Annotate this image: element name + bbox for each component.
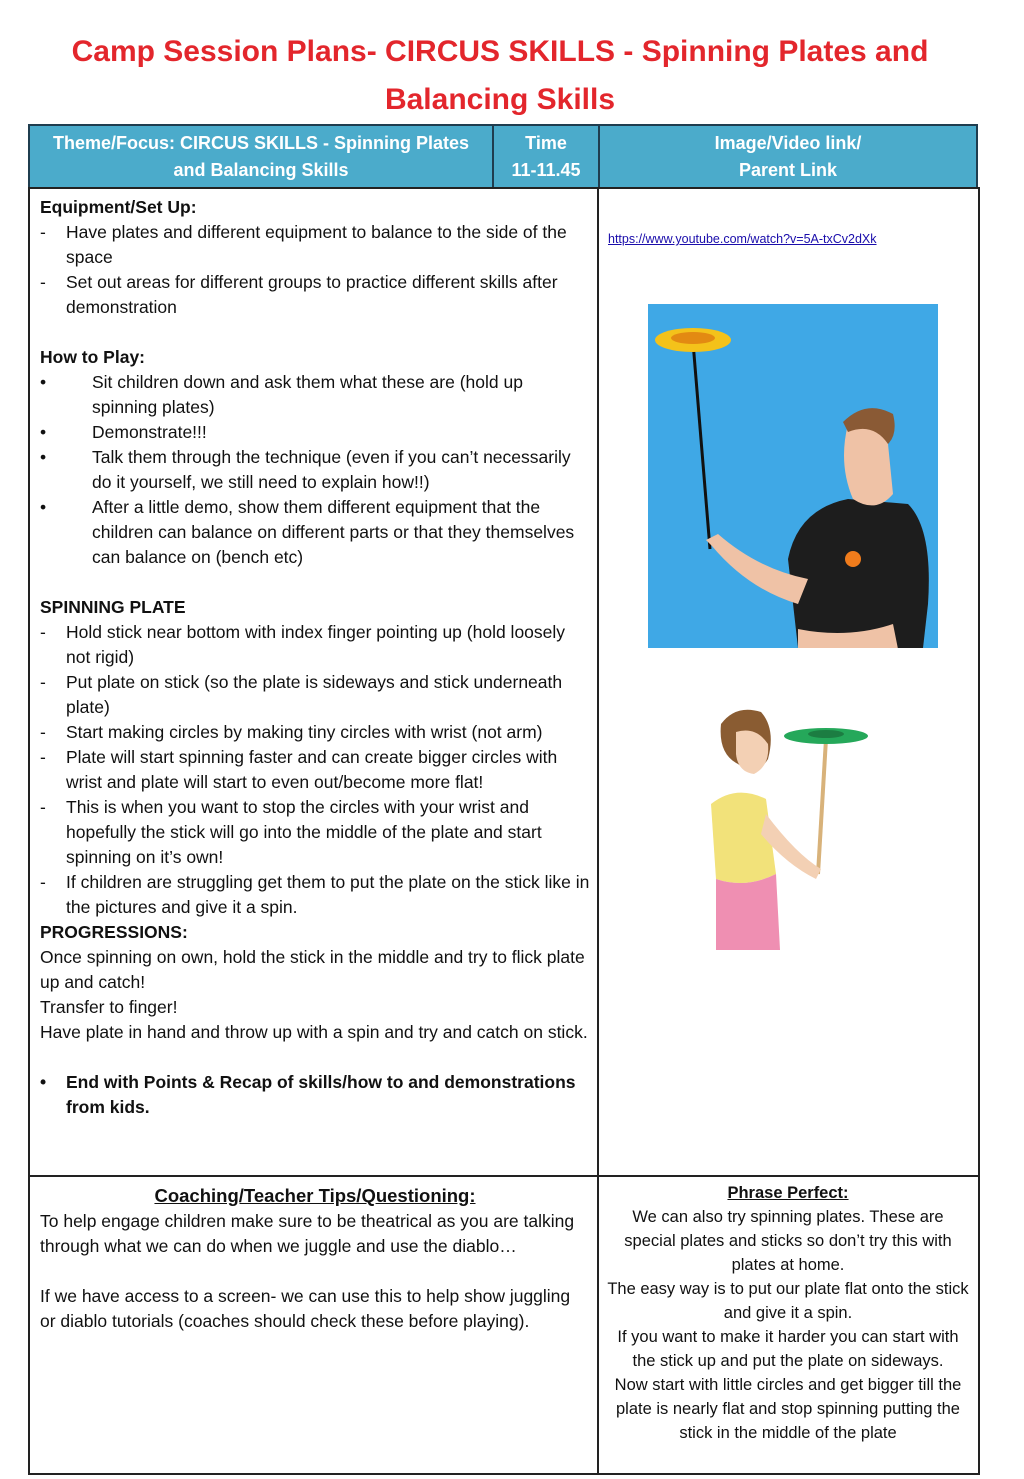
media-header — [600, 126, 976, 187]
phrase-perfect — [606, 1181, 970, 1445]
phrase-paragraph: We can also try spinning plates. These are special plates and sticks so don’t try this with plates at home. — [624, 1208, 952, 1274]
table-header — [28, 124, 978, 189]
progression-text: Have plate in hand and throw up with a spin and try and catch on stick. — [40, 1022, 588, 1042]
spinning-plate-heading: SPINNING PLATE — [40, 597, 186, 617]
list-item: - If children are struggling get them to put the plate on the stick like in the pictures and give it a spin. — [40, 872, 590, 917]
list-item: • Talk them through the technique (even if you can’t necessarily do it yourself, we still need to explain how!!) — [40, 447, 571, 492]
time-header — [494, 126, 598, 187]
progressions-heading: PROGRESSIONS: — [40, 922, 188, 942]
tips-paragraph: To help engage children make sure to be theatrical as you are talking through what we can do when we juggle and use the diablo… — [40, 1211, 575, 1256]
list-item: • Demonstrate!!! — [40, 422, 207, 442]
page-title — [0, 28, 1000, 124]
progression-text: Once spinning on own, hold the stick in the middle and try to flick plate up and catch! — [40, 947, 585, 992]
list-item: - Have plates and different equipment to balance to the side of the space — [40, 222, 567, 267]
coaching-tips — [40, 1183, 590, 1334]
column-divider — [597, 187, 599, 1177]
theme-header-line2: and Balancing Skills — [173, 159, 349, 180]
progression-text: Transfer to finger! — [40, 997, 178, 1017]
list-item: - This is when you want to stop the circles with your wrist and hopefully the stick will go into the middle of the plate and start spinning on it’s own! — [40, 797, 542, 867]
column-divider — [597, 1175, 599, 1475]
equipment-heading: Equipment/Set Up: — [40, 197, 197, 217]
list-item: • After a little demo, show them different equipment that the children can balance on different parts or that they themselves can balance on (bench etc) — [40, 497, 575, 567]
page-title-line2: Balancing Skills — [384, 83, 616, 116]
man-spinning-plate-photo — [648, 304, 938, 648]
tips-paragraph: If we have access to a screen- we can use this to help show juggling or diablo tutorials (coaches should check these before playing). — [40, 1286, 571, 1331]
time-label: Time — [525, 132, 567, 153]
phrase-paragraph: If you want to make it harder you can start with the stick up and put the plate on sideways. — [617, 1328, 959, 1370]
list-item: - Set out areas for different groups to practice different skills after demonstration — [40, 272, 558, 317]
list-item: - Start making circles by making tiny circles with wrist (not arm) — [40, 722, 543, 742]
list-item: - Put plate on stick (so the plate is sideways and stick underneath plate) — [40, 672, 563, 717]
tips-heading: Coaching/Teacher Tips/Questioning: — [154, 1185, 476, 1206]
theme-header — [30, 126, 492, 187]
page-title-line1: Camp Session Plans- CIRCUS SKILLS - Spinning Plates and — [71, 35, 929, 68]
phrase-paragraph: The easy way is to put our plate flat onto the stick and give it a spin. — [607, 1280, 969, 1322]
media-header-line1: Image/Video link/ — [714, 132, 862, 153]
media-header-line2: Parent Link — [738, 159, 838, 180]
end-recap: • End with Points & Recap of skills/how to and demonstrations from kids. — [40, 1072, 576, 1117]
theme-header-line1: Theme/Focus: CIRCUS SKILLS - Spinning Plates — [52, 132, 470, 153]
how-to-play-heading: How to Play: — [40, 347, 146, 367]
list-item: - Hold stick near bottom with index finger pointing up (hold loosely not rigid) — [40, 622, 566, 667]
list-item: - Plate will start spinning faster and can create bigger circles with wrist and plate will start to even out/become more flat! — [40, 747, 558, 792]
video-link[interactable]: https://www.youtube.com/watch?v=5A-txCv2dXk — [608, 232, 877, 246]
activity-content — [40, 195, 592, 1120]
girl-spinning-plate-photo — [676, 704, 926, 950]
time-value: 11-11.45 — [511, 159, 581, 180]
phrase-heading: Phrase Perfect: — [727, 1184, 849, 1202]
list-item: • Sit children down and ask them what these are (hold up spinning plates) — [40, 372, 523, 417]
phrase-paragraph: Now start with little circles and get bigger till the plate is nearly flat and stop spinning putting the stick in the middle of the plate — [614, 1376, 962, 1442]
